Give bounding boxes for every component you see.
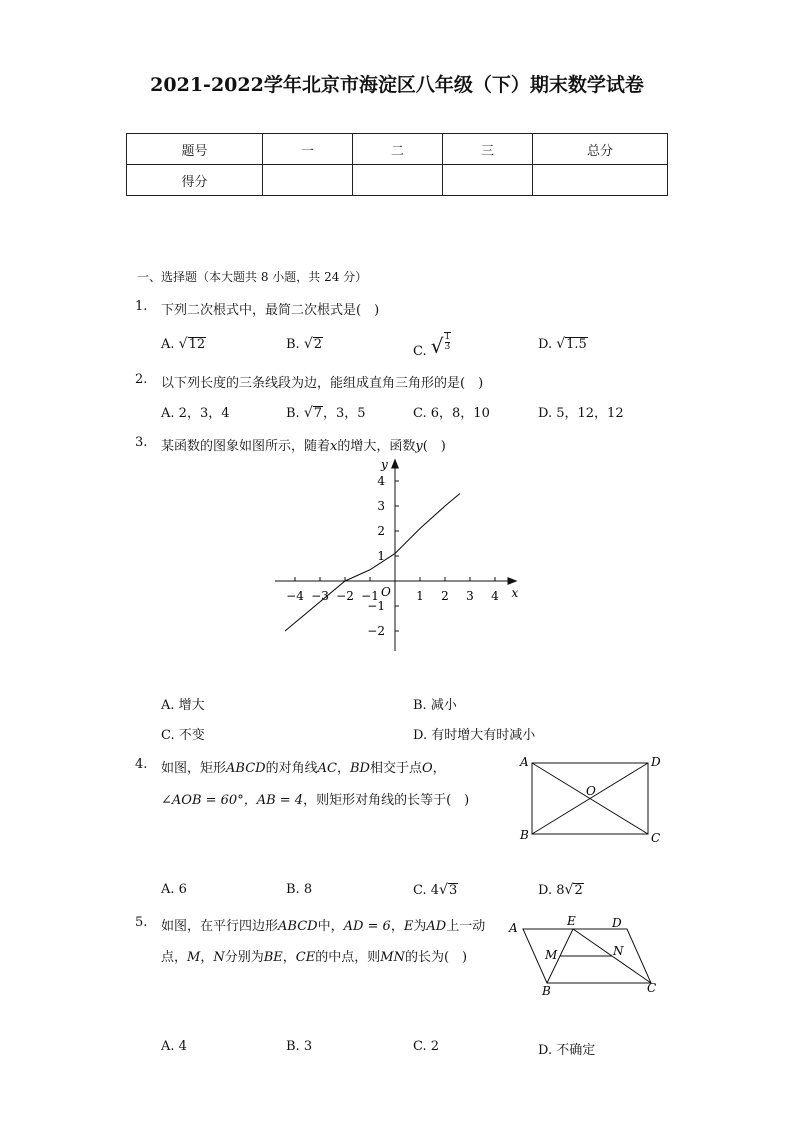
q2-option-c[interactable] <box>413 402 490 421</box>
math-var: ABCD <box>226 761 266 776</box>
q2-option-d[interactable] <box>538 402 624 421</box>
origin-label: O <box>381 585 391 599</box>
q5-option-c[interactable] <box>413 1039 439 1054</box>
option-label: B. <box>286 406 300 421</box>
q4-option-d[interactable] <box>538 882 584 898</box>
q5-number: 5. <box>135 915 148 930</box>
math-var: E <box>403 919 414 934</box>
option-value: 2，3，4 <box>178 406 230 421</box>
math-var: BD <box>349 761 370 776</box>
option-value: 不确定 <box>556 1043 596 1058</box>
radicand: 12 <box>188 337 206 352</box>
x-tick-label: 4 <box>491 589 499 603</box>
var-x: x <box>330 439 338 454</box>
fraction <box>444 332 452 352</box>
q1-option-a[interactable] <box>161 336 206 352</box>
text-part: ， <box>432 761 446 776</box>
x-tick-label: 3 <box>466 589 474 603</box>
label-a: A <box>520 755 529 769</box>
q5-option-b[interactable] <box>286 1039 312 1054</box>
option-label: C. <box>413 344 427 359</box>
text-part: 中， <box>317 919 344 934</box>
x-axis-arrow-icon <box>508 577 518 585</box>
score-table-header-row <box>127 134 668 165</box>
q1-option-b[interactable] <box>286 336 323 352</box>
row-label-cell: 得分 <box>127 165 263 196</box>
label-e: E <box>567 914 576 928</box>
text-part: 为 <box>413 919 427 934</box>
option-value: 4 <box>178 1039 187 1054</box>
option-value: 2 <box>430 1039 440 1054</box>
q5-option-d[interactable] <box>538 1039 595 1058</box>
q3-option-c[interactable] <box>161 724 205 743</box>
x-tick-label: −1 <box>361 589 379 603</box>
header-cell: 题号 <box>127 134 263 165</box>
math-var: CE <box>295 950 316 965</box>
option-label: A. <box>161 337 175 352</box>
denominator: 3 <box>444 342 451 352</box>
math-var: N <box>213 950 225 965</box>
q1-option-d[interactable] <box>538 336 588 352</box>
option-label: C. <box>413 1039 427 1054</box>
math-var: MN <box>380 950 405 965</box>
rectangle-figure <box>510 752 670 847</box>
text-part: 某函数的图象如图所示，随着 <box>161 439 331 454</box>
text-part: 的增大，函数 <box>337 439 416 454</box>
y-tick-label: 2 <box>377 524 385 538</box>
label-c: C <box>651 831 661 845</box>
option-label: D. <box>413 728 428 743</box>
numerator: 1 <box>444 332 451 342</box>
math-var: M <box>187 950 201 965</box>
sqrt-icon: √ <box>430 334 444 358</box>
text-part: ， <box>200 950 214 965</box>
score-table-score-row <box>127 165 668 196</box>
q2-option-b[interactable] <box>286 402 366 421</box>
q4-option-a[interactable] <box>161 882 187 897</box>
text-part: 如图，矩形 <box>161 761 227 776</box>
radicand: 3 <box>448 883 458 898</box>
label-d: D <box>651 755 661 769</box>
label-o: O <box>586 784 596 798</box>
q4-text-line1 <box>161 757 446 776</box>
q4-text-line2 <box>161 789 469 808</box>
text-part: 上一动 <box>446 919 486 934</box>
option-value: 6，8，10 <box>430 406 490 421</box>
option-label: D. <box>538 406 553 421</box>
math-var: AD <box>426 919 447 934</box>
sqrt-icon: √ <box>564 882 574 898</box>
text-part: 的对角线 <box>265 761 318 776</box>
option-value: 不变 <box>178 728 205 743</box>
option-label: B. <box>286 1039 300 1054</box>
math-expr: AD = 6 <box>343 919 391 934</box>
q4-option-b[interactable] <box>286 882 312 897</box>
x-tick-label: −2 <box>336 589 354 603</box>
option-label: D. <box>538 883 553 898</box>
q1-option-c[interactable] <box>413 330 451 359</box>
x-tick-label: 2 <box>441 589 449 603</box>
text-part: ， <box>390 919 404 934</box>
option-value: 增大 <box>178 698 205 713</box>
label-d: D <box>612 916 622 930</box>
label-m: M <box>545 948 558 962</box>
option-label: B. <box>413 698 427 713</box>
coefficient: 8 <box>556 883 565 898</box>
option-label: D. <box>538 1043 553 1058</box>
graph-axes <box>275 459 518 652</box>
option-label: A. <box>161 882 175 897</box>
header-cell: 一 <box>263 134 353 165</box>
text-part: 相交于点 <box>369 761 422 776</box>
radicand: 2 <box>313 337 323 352</box>
option-value: 6 <box>178 882 187 897</box>
q3-option-d[interactable] <box>413 724 535 743</box>
math-var: ABCD <box>278 919 318 934</box>
q5-text-line1 <box>161 915 485 934</box>
text-part: 分别为 <box>224 950 264 965</box>
text-part: ，则矩形对角线的长等于( ) <box>303 793 470 808</box>
section-heading: 一、选择题（本大题共 8 小题，共 24 分） <box>137 270 368 284</box>
option-label: D. <box>538 337 553 352</box>
text-part: ， <box>336 761 350 776</box>
q3-option-b[interactable] <box>413 694 457 713</box>
sqrt-icon: √ <box>303 336 313 352</box>
label-b: B <box>542 984 551 998</box>
x-tick-label: −3 <box>311 589 329 603</box>
var-y: y <box>415 439 423 454</box>
x-tick-label: 1 <box>416 589 424 603</box>
math-expr: ∠AOB = 60°，AB = 4 <box>161 793 304 808</box>
graph-ticks <box>286 474 499 638</box>
x-axis-label: x <box>511 586 519 600</box>
option-value: 8 <box>303 882 313 897</box>
y-tick-label: −1 <box>367 599 385 613</box>
option-value: ，3，5 <box>323 406 366 421</box>
q2-text: 以下列长度的三条线段为边，能组成直角三角形的是( ) <box>161 376 484 391</box>
y-tick-label: −2 <box>367 624 385 638</box>
option-label: B. <box>286 882 300 897</box>
option-value: 减小 <box>430 698 457 713</box>
option-label: A. <box>161 1039 175 1054</box>
radicand: 1.5 <box>566 337 587 352</box>
header-cell: 三 <box>443 134 533 165</box>
math-var: AC <box>317 761 337 776</box>
option-value: 5，12，12 <box>556 406 624 421</box>
q2-number: 2. <box>135 372 148 387</box>
q3-number: 3. <box>135 435 148 450</box>
q2-option-a[interactable] <box>161 402 230 421</box>
option-label: C. <box>413 406 427 421</box>
text-part: 如图，在平行四边形 <box>161 919 279 934</box>
math-var: BE <box>263 950 283 965</box>
score-cell[interactable] <box>353 165 443 196</box>
option-label: A. <box>161 406 175 421</box>
q1-number: 1. <box>135 299 148 314</box>
option-value: 3 <box>303 1039 313 1054</box>
label-a: A <box>509 921 518 935</box>
q1-text: 下列二次根式中，最简二次根式是( ) <box>161 303 380 318</box>
sqrt-icon: √ <box>178 336 188 352</box>
math-var: O <box>421 761 433 776</box>
q4-option-c[interactable] <box>413 882 458 898</box>
score-cell[interactable] <box>443 165 533 196</box>
option-label: A. <box>161 698 175 713</box>
option-value: 有时增大有时减小 <box>431 728 536 743</box>
q5-text-line2 <box>161 946 467 965</box>
y-axis-arrow-icon <box>391 459 399 469</box>
option-label: B. <box>286 337 300 352</box>
q3-option-a[interactable] <box>161 694 205 713</box>
function-graph <box>270 452 530 662</box>
radicand: 2 <box>574 883 583 898</box>
score-cell[interactable] <box>533 165 668 196</box>
header-cell: 二 <box>353 134 443 165</box>
y-tick-label: 4 <box>377 474 385 488</box>
y-axis-label: y <box>381 457 388 472</box>
text-part: ( ) <box>422 439 446 454</box>
sqrt-icon: √ <box>556 336 566 352</box>
page-title: 2021-2022学年北京市海淀区八年级（下）期末数学试卷 <box>150 74 644 96</box>
radicand: 7 <box>313 406 323 421</box>
sqrt-icon: √ <box>303 405 313 421</box>
text-part: ， <box>282 950 296 965</box>
q4-number: 4. <box>135 757 148 772</box>
label-c: C <box>647 981 657 995</box>
y-tick-label: 3 <box>377 499 385 513</box>
parallelogram-figure <box>505 912 665 1002</box>
score-table <box>126 133 668 196</box>
sqrt-icon: √ <box>439 882 448 898</box>
x-tick-label: −4 <box>286 589 304 603</box>
option-label: C. <box>161 728 175 743</box>
label-n: N <box>613 944 624 958</box>
score-cell[interactable] <box>263 165 353 196</box>
q5-option-a[interactable] <box>161 1039 187 1054</box>
text-part: 点， <box>161 950 188 965</box>
text-part: 的中点，则 <box>315 950 381 965</box>
text-part: 的长为( ) <box>404 950 468 965</box>
label-b: B <box>520 828 529 842</box>
header-cell: 总分 <box>533 134 668 165</box>
coefficient: 4 <box>430 883 440 898</box>
y-tick-label: 1 <box>377 549 385 563</box>
option-label: C. <box>413 883 427 898</box>
